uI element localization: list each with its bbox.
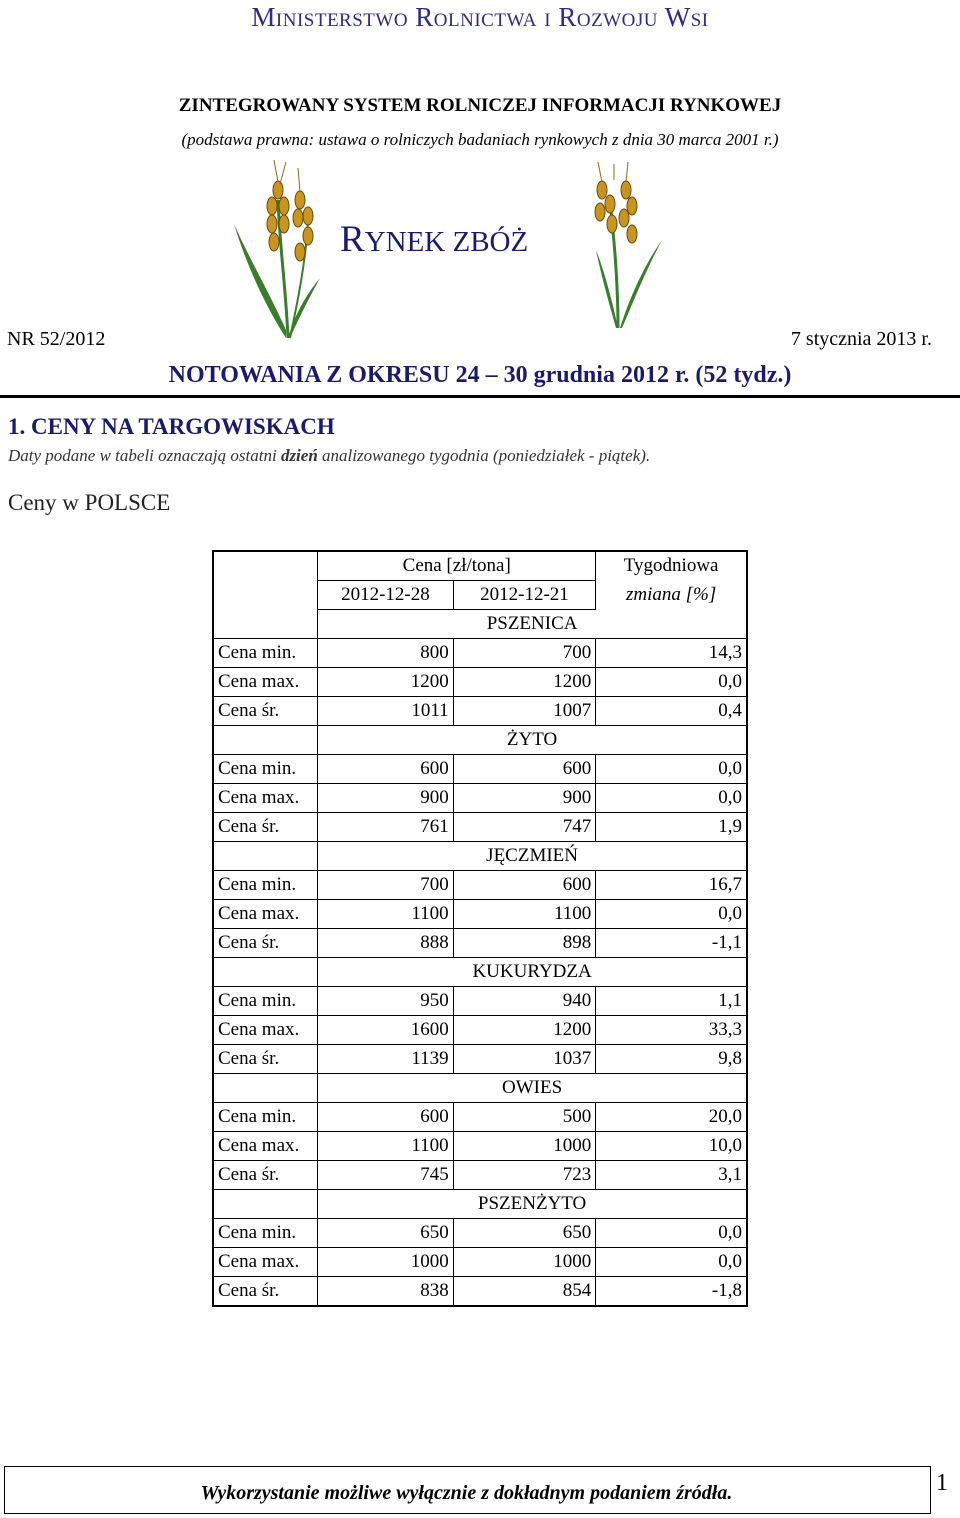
value-current: 600 <box>318 755 454 784</box>
system-name: ZINTEGROWANY SYSTEM ROLNICZEJ INFORMACJI RYNKOWEJ <box>178 95 782 116</box>
value-previous: 1200 <box>453 668 596 697</box>
group-row <box>213 1074 747 1103</box>
value-current: 1139 <box>318 1045 454 1074</box>
value-previous: 940 <box>453 987 596 1016</box>
row-label: Cena min. <box>213 639 318 668</box>
row-label: Cena max. <box>213 1248 318 1277</box>
value-change: 1,1 <box>596 987 747 1016</box>
row-label: Cena min. <box>213 871 318 900</box>
table-row <box>213 755 747 784</box>
row-label: Cena śr. <box>213 813 318 842</box>
issue-date: 7 stycznia 2013 r. <box>790 328 932 350</box>
row-label: Cena min. <box>213 1103 318 1132</box>
value-current: 888 <box>318 929 454 958</box>
value-change: 0,0 <box>596 1248 747 1277</box>
footer-notice: Wykorzystanie możliwe wyłącznie z dokładnym podaniem źródła. <box>200 1482 733 1504</box>
table-header-row <box>213 551 747 581</box>
group-row <box>213 610 747 639</box>
value-previous: 1007 <box>453 697 596 726</box>
value-change: 20,0 <box>596 1103 747 1132</box>
value-current: 950 <box>318 987 454 1016</box>
value-change: 3,1 <box>596 1161 747 1190</box>
table-row <box>213 929 747 958</box>
group-name: KUKURYDZA <box>318 958 747 987</box>
table-row <box>213 871 747 900</box>
table-row <box>213 813 747 842</box>
subheading: Ceny w POLSCE <box>8 490 171 515</box>
row-label: Cena śr. <box>213 929 318 958</box>
ministry-name: Ministerstwo Rolnictwa i Rozwoju Wsi <box>251 2 709 32</box>
group-row <box>213 842 747 871</box>
value-current: 1100 <box>318 900 454 929</box>
section-heading: 1. CENY NA TARGOWISKACH <box>8 414 335 439</box>
value-previous: 600 <box>453 871 596 900</box>
table-row <box>213 900 747 929</box>
table-row <box>213 1016 747 1045</box>
row-label: Cena max. <box>213 900 318 929</box>
value-previous: 747 <box>453 813 596 842</box>
table-row <box>213 1132 747 1161</box>
value-change: 0,0 <box>596 784 747 813</box>
group-name: ŻYTO <box>318 726 747 755</box>
value-change: 33,3 <box>596 1016 747 1045</box>
group-name: PSZENICA <box>486 613 578 634</box>
value-previous: 1037 <box>453 1045 596 1074</box>
value-previous: 700 <box>453 639 596 668</box>
legal-basis: (podstawa prawna: ustawa o rolniczych badaniach rynkowych z dnia 30 marca 2001 r.) <box>181 130 779 149</box>
value-change: 10,0 <box>596 1132 747 1161</box>
value-previous: 500 <box>453 1103 596 1132</box>
group-name: JĘCZMIEŃ <box>318 842 747 871</box>
section-note: Daty podane w tabeli oznaczają ostatni dzień analizowanego tygodnia (poniedziałek - piątek). <box>8 446 651 465</box>
value-current: 838 <box>318 1277 454 1307</box>
table-row <box>213 639 747 668</box>
value-change: 0,0 <box>596 1219 747 1248</box>
row-label: Cena śr. <box>213 697 318 726</box>
price-header: Cena [zł/tona] <box>318 551 596 581</box>
table-row <box>213 1161 747 1190</box>
divider <box>0 395 960 398</box>
value-change: 16,7 <box>596 871 747 900</box>
table-row <box>213 668 747 697</box>
value-current: 800 <box>318 639 454 668</box>
row-label: Cena śr. <box>213 1045 318 1074</box>
value-current: 600 <box>318 1103 454 1132</box>
row-label: Cena min. <box>213 1219 318 1248</box>
value-previous: 898 <box>453 929 596 958</box>
table-row <box>213 1103 747 1132</box>
row-label: Cena min. <box>213 755 318 784</box>
wheat-left-icon <box>228 160 324 340</box>
value-change: 14,3 <box>596 639 747 668</box>
row-label: Cena max. <box>213 784 318 813</box>
value-previous: 723 <box>453 1161 596 1190</box>
value-current: 1011 <box>318 697 454 726</box>
price-table <box>212 550 748 1307</box>
row-label: Cena śr. <box>213 1277 318 1307</box>
wheat-right-icon <box>588 160 666 330</box>
value-change: 9,8 <box>596 1045 747 1074</box>
issue-number: NR 52/2012 <box>7 328 106 350</box>
change-header-line1: Tygodniowa <box>623 555 719 577</box>
table-row <box>213 1248 747 1277</box>
value-change: 0,0 <box>596 755 747 784</box>
value-current: 1000 <box>318 1248 454 1277</box>
date1-header: 2012-12-28 <box>318 581 454 610</box>
value-previous: 1200 <box>453 1016 596 1045</box>
value-current: 900 <box>318 784 454 813</box>
value-previous: 1100 <box>453 900 596 929</box>
row-label: Cena max. <box>213 668 318 697</box>
value-previous: 650 <box>453 1219 596 1248</box>
change-header-line2: zmiana [%] <box>626 584 717 605</box>
value-current: 761 <box>318 813 454 842</box>
table-row <box>213 784 747 813</box>
value-change: 0,0 <box>596 900 747 929</box>
value-current: 745 <box>318 1161 454 1190</box>
table-row <box>213 1277 747 1307</box>
group-row <box>213 958 747 987</box>
group-name: PSZENŻYTO <box>318 1190 747 1219</box>
table-row <box>213 987 747 1016</box>
value-previous: 1000 <box>453 1248 596 1277</box>
row-label: Cena min. <box>213 987 318 1016</box>
value-current: 650 <box>318 1219 454 1248</box>
value-current: 1600 <box>318 1016 454 1045</box>
table-row <box>213 1219 747 1248</box>
page-number: 1 <box>936 1470 948 1496</box>
table-row <box>213 697 747 726</box>
group-row <box>213 1190 747 1219</box>
value-previous: 600 <box>453 755 596 784</box>
row-label: Cena max. <box>213 1132 318 1161</box>
row-label: Cena śr. <box>213 1161 318 1190</box>
table-row <box>213 1045 747 1074</box>
value-change: -1,1 <box>596 929 747 958</box>
group-name: OWIES <box>318 1074 747 1103</box>
value-previous: 1000 <box>453 1132 596 1161</box>
value-previous: 900 <box>453 784 596 813</box>
value-previous: 854 <box>453 1277 596 1307</box>
date2-header: 2012-12-21 <box>453 581 596 610</box>
value-current: 1200 <box>318 668 454 697</box>
value-change: -1,8 <box>596 1277 747 1307</box>
value-change: 0,4 <box>596 697 747 726</box>
value-change: 1,9 <box>596 813 747 842</box>
value-current: 700 <box>318 871 454 900</box>
value-current: 1100 <box>318 1132 454 1161</box>
value-change: 0,0 <box>596 668 747 697</box>
row-label: Cena max. <box>213 1016 318 1045</box>
document-title: RYNEK ZBÓŻ <box>340 219 529 260</box>
period-heading: NOTOWANIA Z OKRESU 24 – 30 grudnia 2012 r. (52 tydz.) <box>168 362 792 388</box>
group-row <box>213 726 747 755</box>
